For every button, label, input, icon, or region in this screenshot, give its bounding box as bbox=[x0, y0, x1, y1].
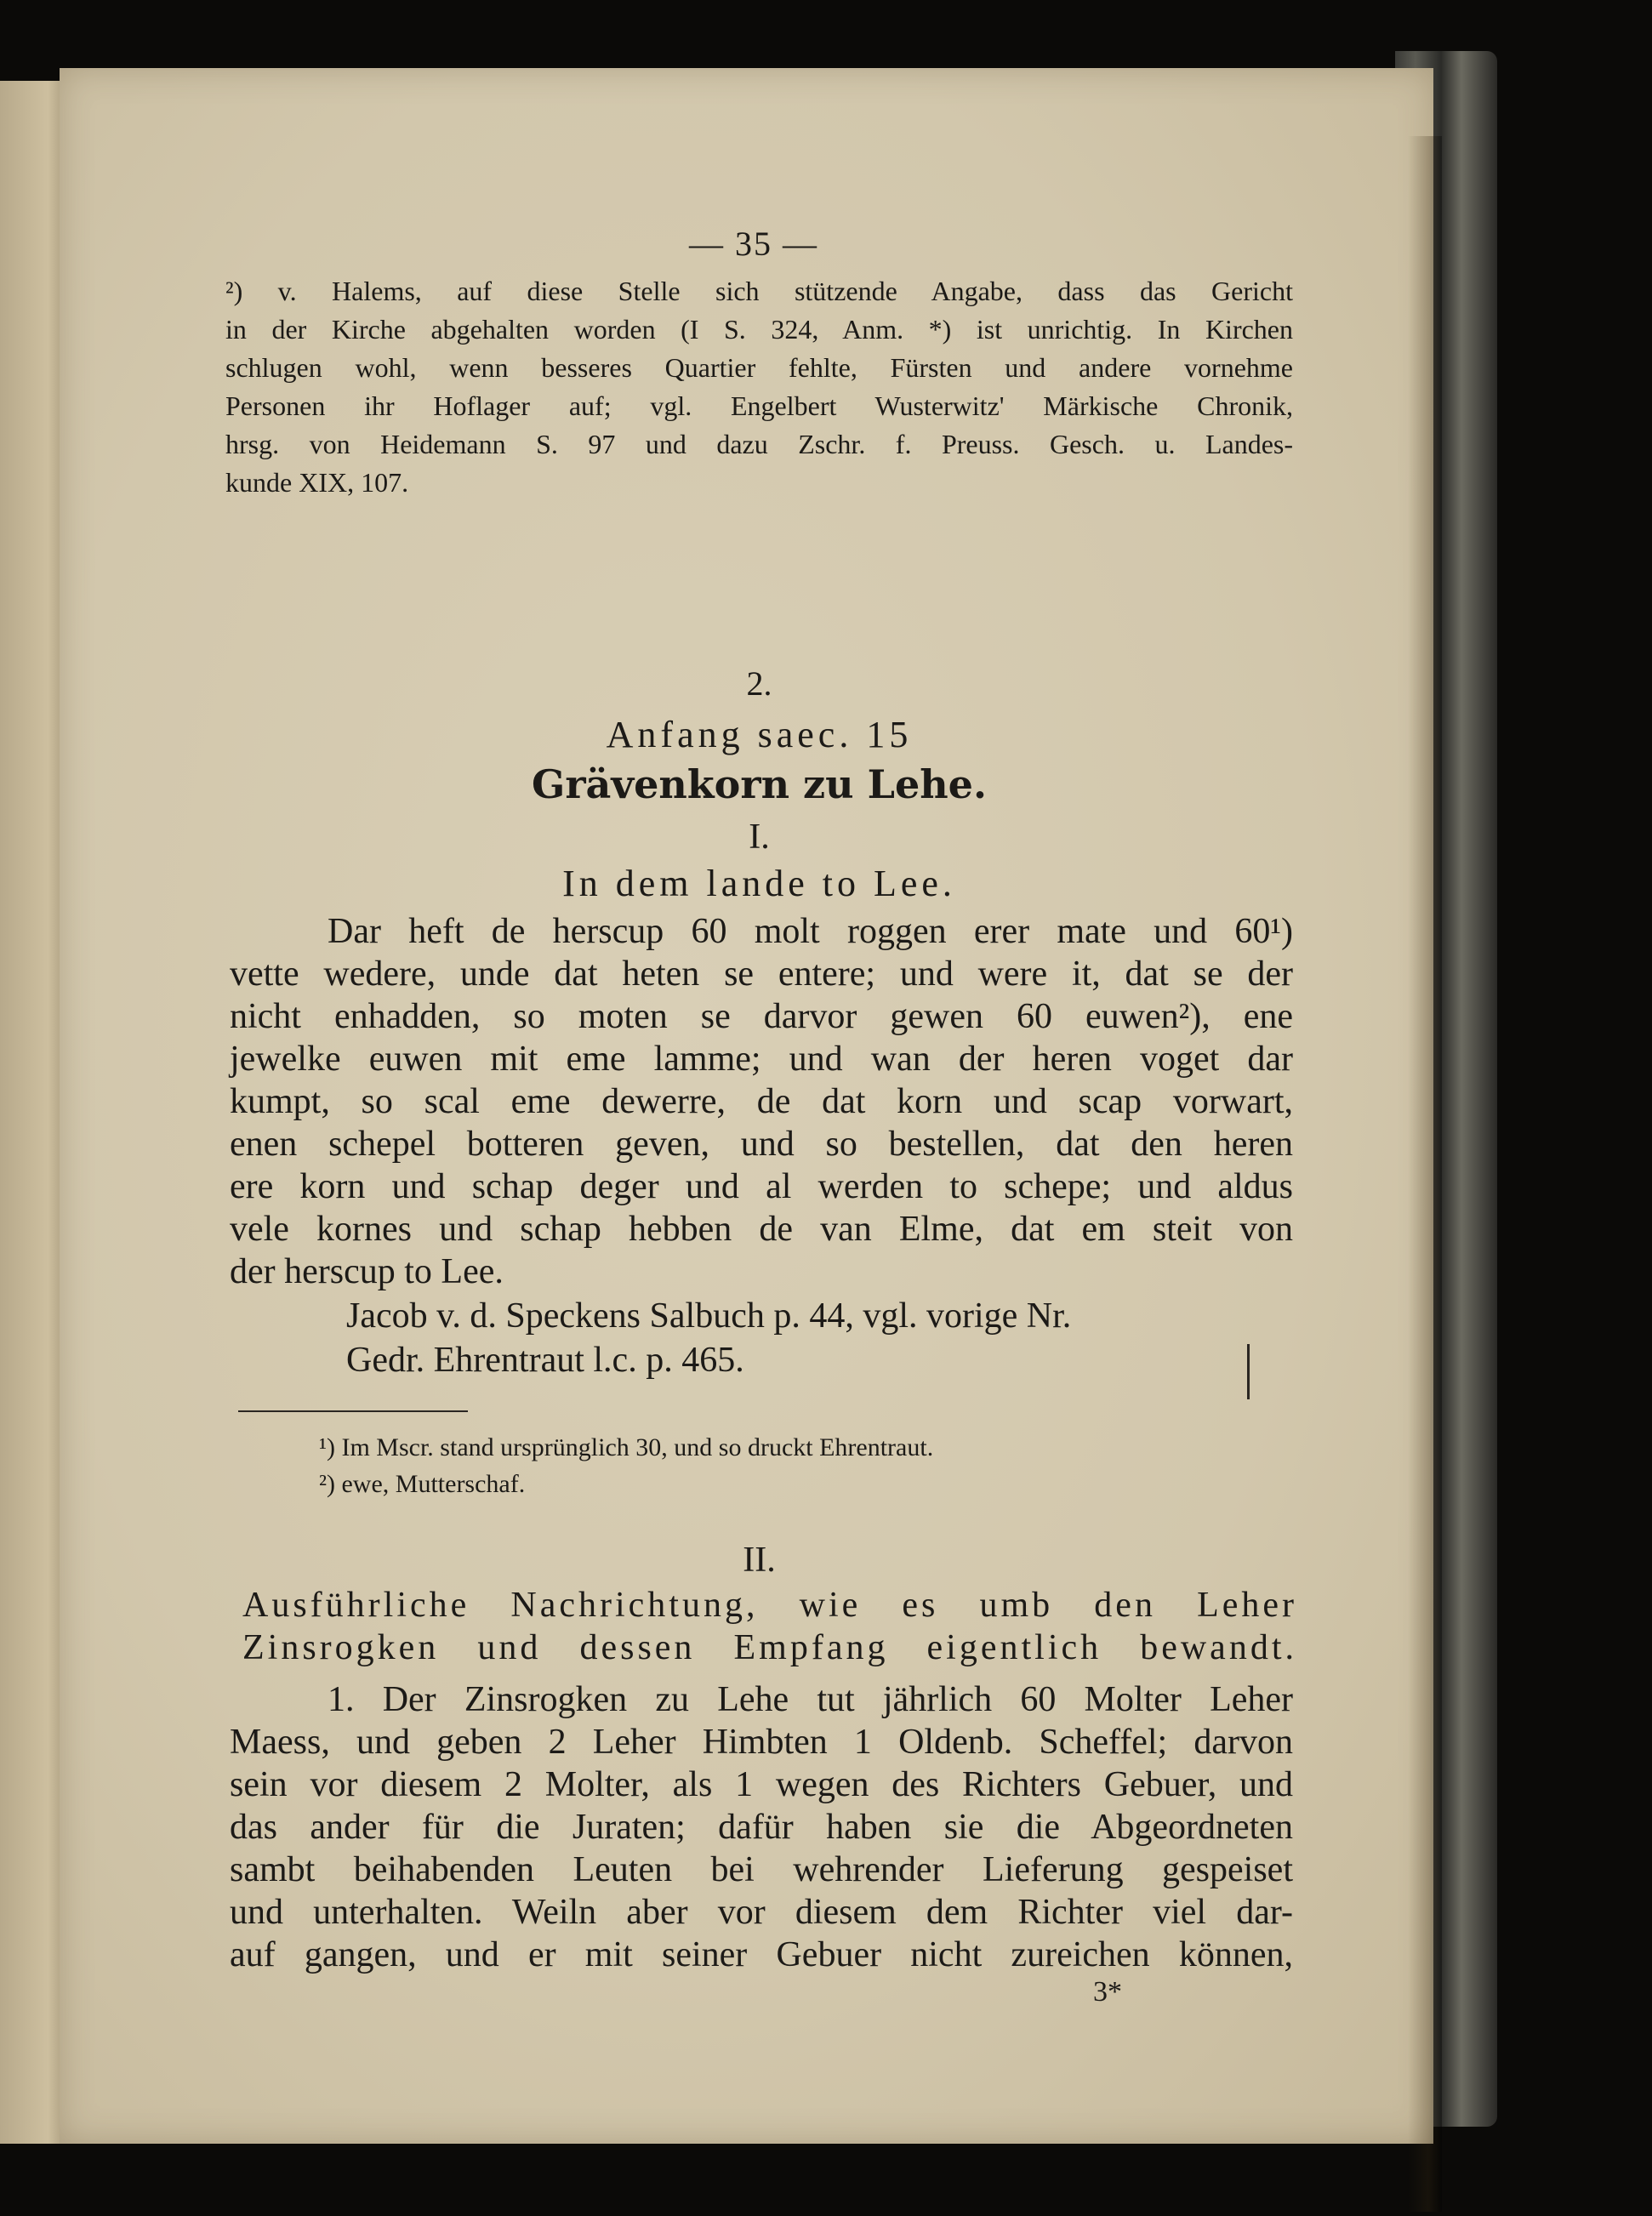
text-line: auf gangen, und er mit seiner Gebuer nicht zureichen können, bbox=[230, 1935, 1293, 1974]
top-footnote-line: Personen ihr Hoflager auf; vgl. Engelbert Wusterwitz' Märkische Chronik, bbox=[225, 390, 1293, 421]
text-line: kumpt, so scal eme dewerre, de dat korn und scap vorwart, bbox=[230, 1082, 1293, 1121]
part-two-heading-line: Zinsrogken und dessen Empfang eigentlich bewandt. bbox=[242, 1628, 1297, 1667]
part-two-label: II. bbox=[743, 1541, 776, 1580]
section-date: Anfang saec. 15 bbox=[606, 714, 913, 755]
text-line: nicht enhadden, so moten se darvor gewen 60 euwen²), ene bbox=[230, 997, 1293, 1036]
page-gutter-shadow bbox=[1408, 136, 1442, 2212]
section-number: 2. bbox=[746, 664, 772, 703]
part-one-label: I. bbox=[749, 817, 770, 857]
margin-mark bbox=[1247, 1344, 1250, 1399]
text-line: sein vor diesem 2 Molter, als 1 wegen des Richters Gebuer, und bbox=[230, 1765, 1293, 1804]
text-line: vette wedere, unde dat heten se entere; und were it, dat se der bbox=[230, 954, 1293, 994]
top-footnote-line: ²) v. Halems, auf diese Stelle sich stützende Angabe, dass das Gericht bbox=[225, 276, 1293, 306]
text-line: sambt beihabenden Leuten bei wehrender Lieferung gespeiset bbox=[230, 1850, 1293, 1889]
section-title: Grävenkorn zu Lehe. bbox=[532, 761, 987, 807]
bottom-footnote: ²) ewe, Mutterschaf. bbox=[319, 1470, 526, 1498]
top-footnote-line: schlugen wohl, wenn besseres Quartier fehlte, Fürsten und andere vornehme bbox=[225, 352, 1293, 383]
text-line: und unterhalten. Weiln aber vor diesem dem Richter viel dar- bbox=[230, 1893, 1293, 1932]
text-line: enen schepel botteren geven, und so bestellen, dat den heren bbox=[230, 1125, 1293, 1164]
text-line: jewelke euwen mit eme lamme; und wan der heren voget dar bbox=[230, 1040, 1293, 1079]
text-line: vele kornes und schap hebben de van Elme, dat em steit von bbox=[230, 1210, 1293, 1249]
source-line: Jacob v. d. Speckens Salbuch p. 44, vgl. vorige Nr. bbox=[346, 1296, 1072, 1336]
text-line: der herscup to Lee. bbox=[230, 1252, 504, 1291]
facing-page-edge bbox=[0, 81, 68, 2144]
text-line: Maess, und geben 2 Leher Himbten 1 Oldenb. Scheffel; darvon bbox=[230, 1723, 1293, 1762]
text-line: 1. Der Zinsrogken zu Lehe tut jährlich 60 Molter Leher bbox=[328, 1680, 1293, 1719]
bottom-footnote: ¹) Im Mscr. stand ursprünglich 30, und so druckt Ehrentraut. bbox=[319, 1433, 934, 1461]
source-line: Gedr. Ehrentraut l.c. p. 465. bbox=[346, 1341, 744, 1380]
top-footnote-line: in der Kirche abgehalten worden (I S. 324, Anm. *) ist unrichtig. In Kirchen bbox=[225, 314, 1293, 345]
book-page bbox=[60, 68, 1433, 2144]
signature-mark: 3* bbox=[1093, 1976, 1122, 2008]
text-line: das ander für die Juraten; dafür haben sie die Abgeordneten bbox=[230, 1808, 1293, 1847]
text-line: Dar heft de herscup 60 molt roggen erer mate und 60¹) bbox=[328, 912, 1293, 951]
part-two-heading-line: Ausführliche Nachrichtung, wie es umb den Leher bbox=[242, 1586, 1297, 1625]
footnote-divider bbox=[238, 1410, 468, 1412]
text-line: ere korn und schap deger und al werden to schepe; und aldus bbox=[230, 1167, 1293, 1206]
top-footnote-line: kunde XIX, 107. bbox=[225, 467, 409, 498]
top-footnote-line: hrsg. von Heidemann S. 97 und dazu Zschr. f. Preuss. Gesch. u. Landes- bbox=[225, 429, 1293, 459]
part-one-heading: In dem lande to Lee. bbox=[562, 863, 956, 904]
page-number: — 35 — bbox=[689, 225, 818, 263]
